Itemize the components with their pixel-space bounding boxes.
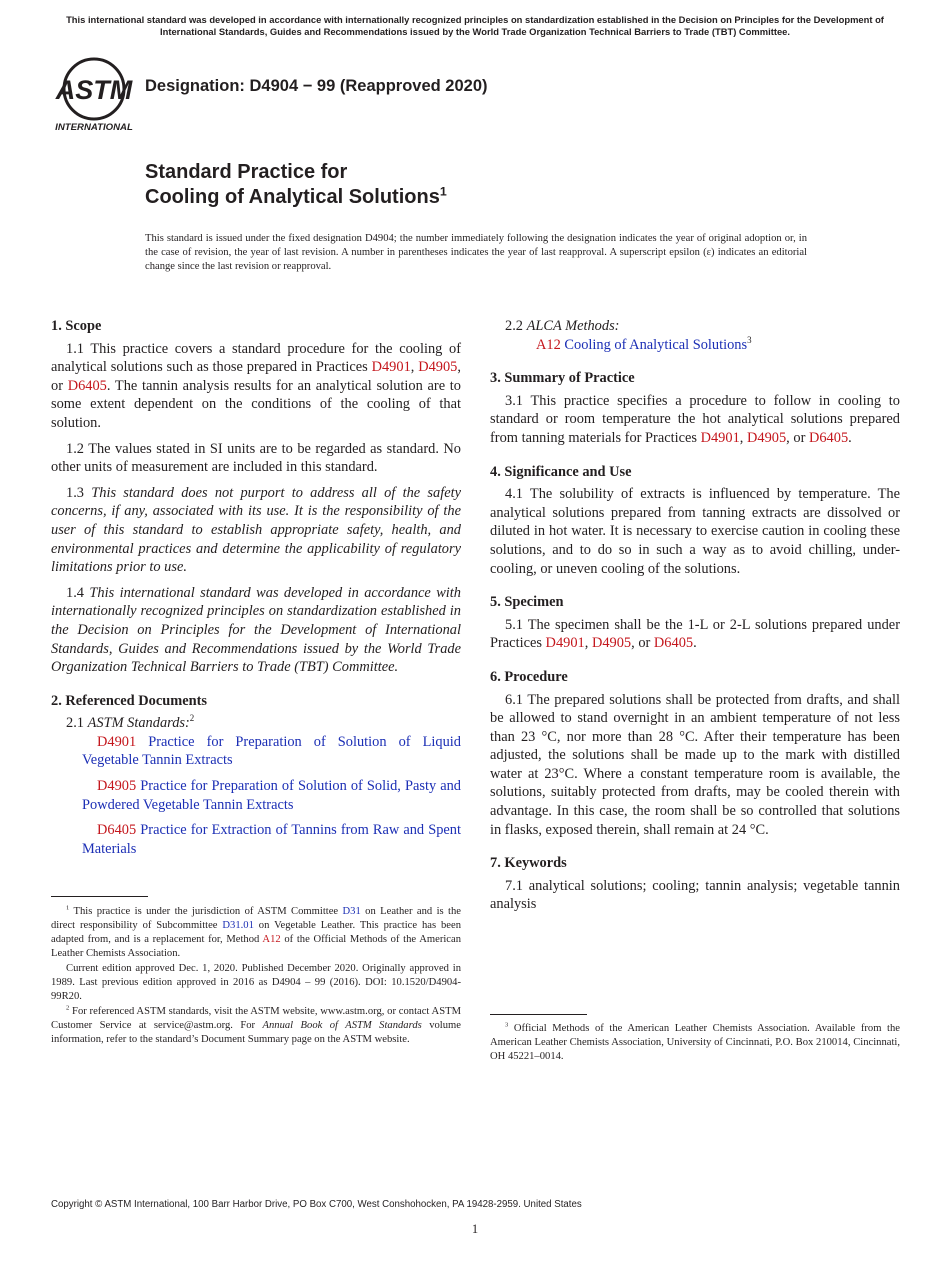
keywords-heading: 7. Keywords (490, 855, 567, 872)
section-scope (51, 317, 461, 677)
left-column (51, 317, 461, 873)
specimen-heading: 5. Specimen (490, 594, 564, 611)
summary-3-1: 3.1 This practice specifies a procedure to follow in cooling to standard or room temperature the hot analytical solutions prepared from tanning materials for Practices D4901, D4905, or D6405. (490, 392, 900, 446)
summary-heading: 3. Summary of Practice (490, 370, 635, 387)
footnote-rule-left (51, 896, 148, 897)
footnote-right (490, 1022, 900, 1065)
issue-statement: This standard is issued under the fixed designation D4904; the number immediately following the designation indicates the year of original adoption or, in the case of revision, the year of last revision. A number in parentheses indicates the year of last reapproval. A superscript epsilon (ε) indicates an editorial change since the last revision or reapproval. (145, 233, 807, 273)
link-d31[interactable]: D31 (342, 906, 361, 917)
footnote-3: $^3$ Official Methods of the American Leather Chemists Association. Available from the American Leather Chemists Association, University of Cincinnati, P.O. Box 210014, Cincinnati, OH 45221–0014. (490, 1021, 900, 1062)
section-specimen (490, 593, 900, 653)
section-referenced-documents (51, 692, 461, 859)
title-line-1: Standard Practice for (145, 161, 348, 183)
link-d4901-specimen[interactable]: D4901 (545, 635, 585, 652)
astm-logo (52, 56, 136, 134)
right-column (490, 317, 900, 929)
title-line-2-text: Cooling of Analytical Solutions (145, 186, 440, 208)
link-d4905[interactable]: D4905 (418, 359, 458, 376)
link-d6405[interactable]: D6405 (67, 377, 107, 394)
footnote-1: $^1$ This practice is under the jurisdiction of ASTM Committee D31 on Leather and is the direct responsibility of Subcommittee D31.01 on Vegetable Leather. This practice has been adapted from, and is a replacement for, Method A12 of the Official Methods of the American Leather Chemists Association. (51, 904, 461, 959)
page-number: 1 (471, 1222, 479, 1236)
scope-1-2: 1.2 The values stated in SI units are to be regarded as standard. No other units of measurement are included in this standard. (51, 440, 461, 476)
alca-methods-label: 2.2 ALCA Methods: (505, 318, 620, 334)
designation: Designation: D4904 − 99 (Reapproved 2020) (145, 77, 488, 95)
procedure-6-1: 6.1 The prepared solutions shall be protected from drafts, and shall be allowed to stand overnight in an ambient temperature of not less than 23 °C, nor more than 28 °C. After their temperature has been adjusted, the solutions shall be made up to the mark with distilled water at 23°C. Where a constant temperature room is available, the solutions, suitably protected from drafts, may be cooled therein with advantage. In this case, the room shall be so controlled that solutions in flasks, exposed therein, shall remain at 24 °C. (490, 691, 900, 838)
keywords-7-1: 7.1 analytical solutions; cooling; tannin analysis; vegetable tannin analysis (490, 877, 900, 913)
link-d6405-specimen[interactable]: D6405 (653, 635, 694, 652)
section-procedure (490, 668, 900, 839)
procedure-heading: 6. Procedure (490, 668, 568, 685)
section-alca-methods (490, 317, 900, 354)
standards-notice: This international standard was developed in accordance with internationally recognized principles on standardization established in the Decision on Principles for the Development of International Standards, Guides and Recommendations issued by the World Trade Organization Technical Barriers to Trade (TBT) Committee. (66, 14, 884, 37)
link-d4905-specimen[interactable]: D4905 (591, 635, 632, 652)
astm-logo-subtext: INTERNATIONAL (55, 122, 133, 133)
ref-item-d4905[interactable]: D4905 Practice for Preparation of Solution of Solid, Pasty and Powdered Vegetable Tannin Extracts (82, 778, 461, 813)
link-d4905-summary[interactable]: D4905 (746, 429, 787, 446)
section-significance (490, 463, 900, 579)
link-d4901[interactable]: D4901 (371, 359, 411, 376)
ref-item-a12[interactable]: A12 Cooling of Analytical Solutions$^3$ (536, 334, 752, 353)
scope-1-1: 1.1 This practice covers a standard procedure for the cooling of analytical solutions such as those prepared in Practices D4901, D4905, or D6405. The tannin analysis results for an analytical solution are to some extent dependent on the conditions of the cooling of that solution. (51, 340, 461, 431)
ref-item-d6405[interactable]: D6405 Practice for Extraction of Tannins from Raw and Spent Materials (82, 822, 461, 857)
astm-logo-text: ASTM (55, 75, 133, 105)
link-d4901-summary[interactable]: D4901 (700, 429, 740, 446)
refdocs-heading: 2. Referenced Documents (51, 692, 207, 709)
copyright: Copyright © ASTM International, 100 Barr Harbor Drive, PO Box C700, West Conshohocken, PA 19428-2959. United States (51, 1199, 582, 1210)
footnote-1-edition: Current edition approved Dec. 1, 2020. Published December 2020. Originally approved in 1989. Last previous edition approved in 2016 as D4904 – 99 (2016). DOI: 10.1520/D4904-99R20. (51, 963, 461, 1002)
ref-item-d4901[interactable]: D4901 Practice for Preparation of Solution of Liquid Vegetable Tannin Extracts (82, 733, 461, 769)
link-d31-01[interactable]: D31.01 (222, 920, 254, 931)
section-keywords (490, 854, 900, 914)
title-footnote-mark: 1 (439, 184, 447, 199)
footnote-rule-right (490, 1014, 587, 1015)
scope-1-4: 1.4 This international standard was developed in accordance with internationally recognized principles on standardization established in the Decision on Principles for the Development of International Standards, Guides and Recommendations issued by the World Trade Organization Technical Barriers to Trade (TBT) Committee. (51, 584, 461, 676)
astm-reference-list (66, 733, 461, 859)
significance-4-1: 4.1 The solubility of extracts is influenced by temperature. The analytical solutions prepared from tanning extracts are dissolved or diluted in hot water. It is necessary to exercise caution in cooling these solutions, and to do so in such a way as to avoid chilling, under-cooling, or uneven cooling of the solutions. (490, 486, 900, 577)
astm-standards-label: 2.1 ASTM Standards:$^2$ (66, 713, 195, 732)
document-title (145, 160, 447, 210)
significance-heading: 4. Significance and Use (490, 463, 632, 480)
specimen-5-1: 5.1 The specimen shall be the 1-L or 2-L solutions prepared under Practices D4901, D4905, or D6405. (490, 616, 900, 652)
link-a12-footnote[interactable]: A12 (262, 934, 281, 945)
link-d6405-summary[interactable]: D6405 (808, 429, 849, 446)
section-summary (490, 369, 900, 447)
scope-heading: 1. Scope (51, 318, 102, 334)
footnotes-left (51, 905, 461, 1048)
footnote-2: $^2$ For referenced ASTM standards, visit the ASTM website, www.astm.org, or contact ASTM Customer Service at service@astm.org. For Annual Book of ASTM Standards volume information, refer to the standard’s Document Summary page on the ASTM website. (51, 1004, 461, 1045)
scope-1-3: 1.3 This standard does not purport to address all of the safety concerns, if any, associated with its use. It is the responsibility of the user of this standard to establish appropriate safety, health, and environmental practices and determine the applicability of regulatory limitations prior to use. (51, 484, 461, 576)
title-line-2 (145, 185, 447, 210)
